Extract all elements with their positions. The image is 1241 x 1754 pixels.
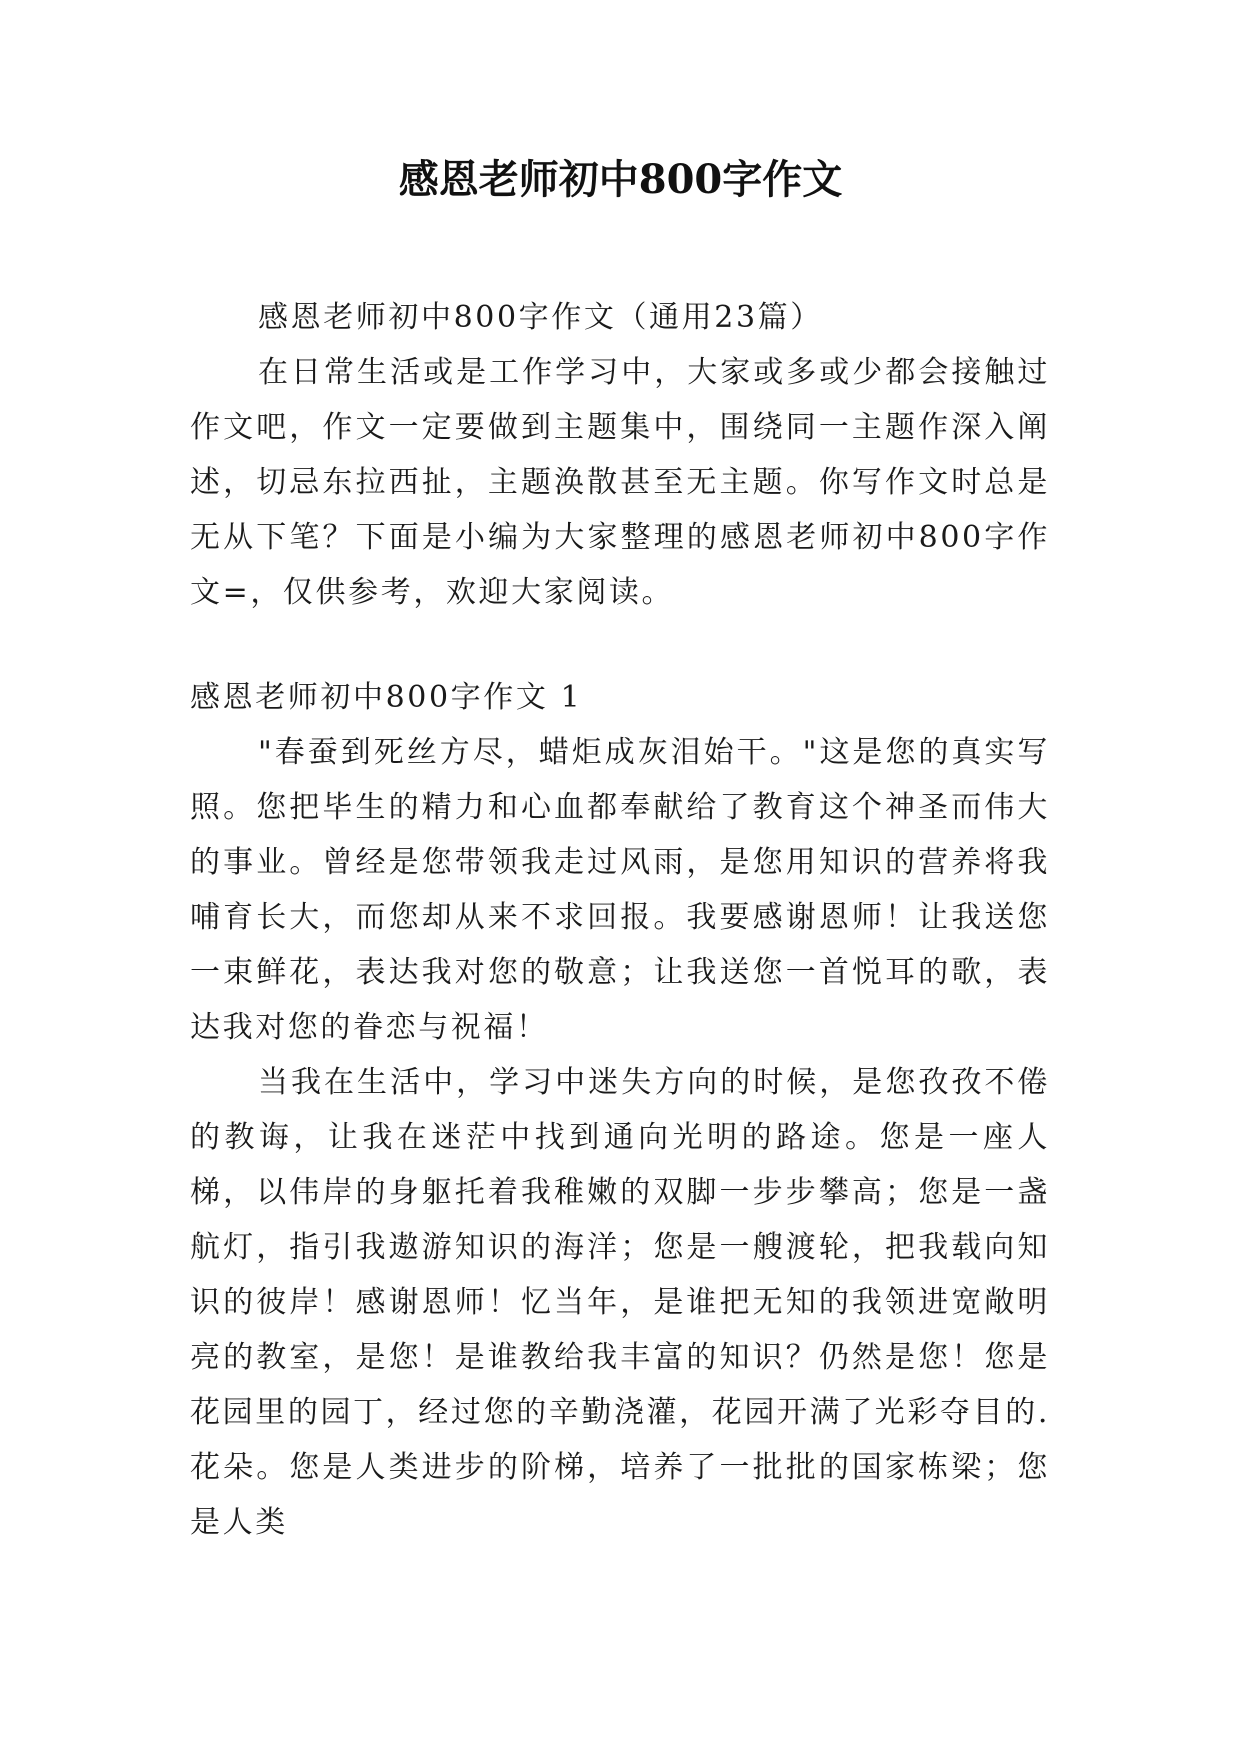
- document-body: [190, 290, 1050, 1550]
- intro-paragraph: 在日常生活或是工作学习中，大家或多或少都会接触过作文吧，作文一定要做到主题集中，围绕同一主题作深入阐述，切忌东拉西扯，主题涣散甚至无主题。你写作文时总是无从下笔？下面是小编为大家整理的感恩老师初中800字作文=，仅供参考，欢迎大家阅读。: [190, 355, 1050, 610]
- document-title: 感恩老师初中800字作文: [398, 156, 843, 203]
- section-heading: 感恩老师初中800字作文 1: [190, 680, 583, 715]
- body-paragraph-2: 当我在生活中，学习中迷失方向的时候，是您孜孜不倦的教诲，让我在迷茫中找到通向光明的路途。您是一座人梯，以伟岸的身躯托着我稚嫩的双脚一步步攀高；您是一盏航灯，指引我遨游知识的海洋；您是一艘渡轮，把我载向知识的彼岸！感谢恩师！忆当年，是谁把无知的我领进宽敞明亮的教室，是您！是谁教给我丰富的知识？仍然是您！您是花园里的园丁，经过您的辛勤浇灌，花园开满了光彩夺目的.花朵。您是人类进步的阶梯，培养了一批批的国家栋梁；您是人类: [190, 1065, 1050, 1540]
- body-paragraph-1: "春蚕到死丝方尽，蜡炬成灰泪始干。"这是您的真实写照。您把毕生的精力和心血都奉献给了教育这个神圣而伟大的事业。曾经是您带领我走过风雨，是您用知识的营养将我哺育长大，而您却从来不求回报。我要感谢恩师！让我送您一束鲜花，表达我对您的敬意；让我送您一首悦耳的歌，表达我对您的眷恋与祝福！: [190, 735, 1050, 1045]
- document-subtitle: 感恩老师初中800字作文（通用23篇）: [258, 300, 823, 335]
